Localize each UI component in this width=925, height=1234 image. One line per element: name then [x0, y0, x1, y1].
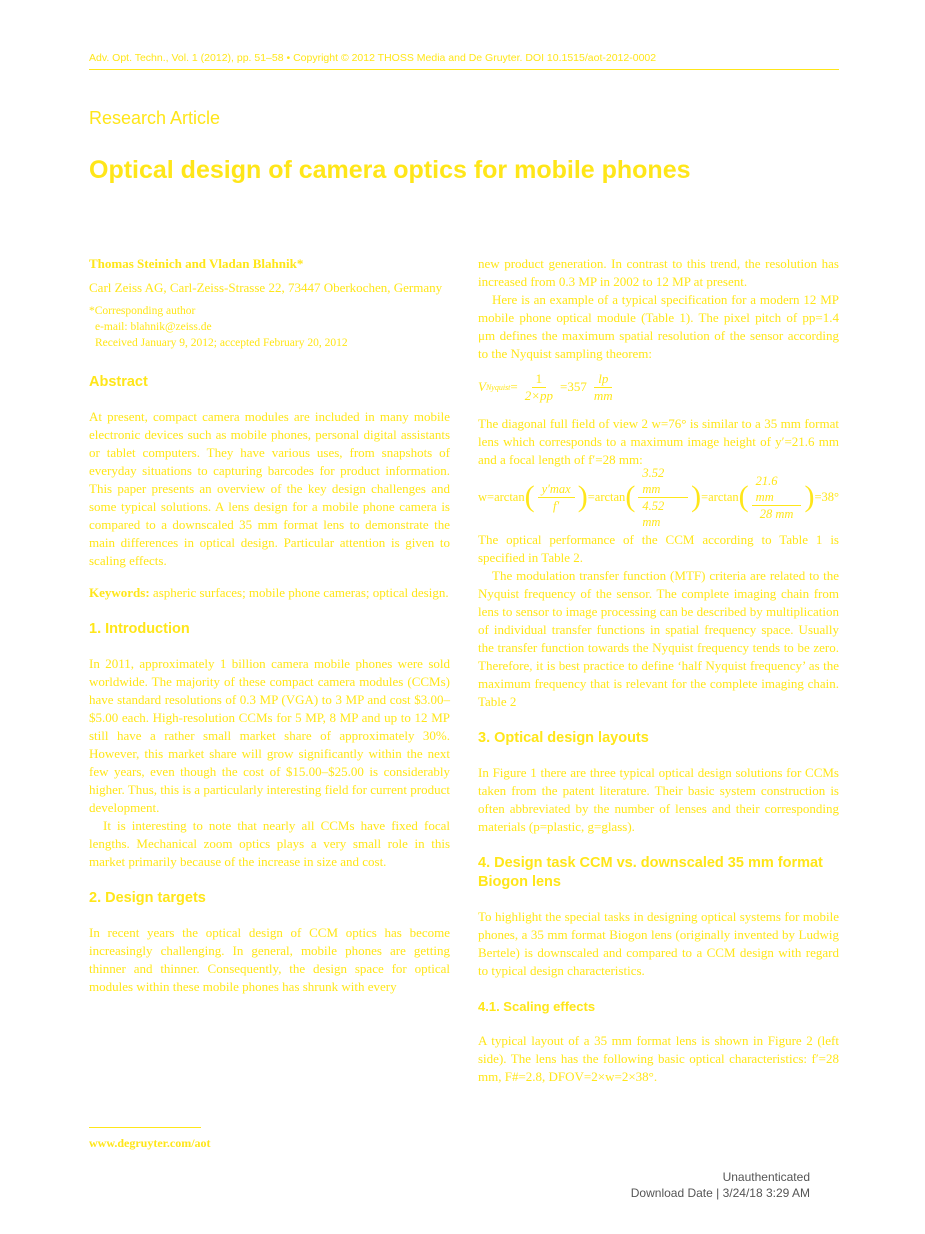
eq2-eq-a: =arctan [587, 489, 626, 504]
eq1-numerator: 1 [532, 371, 547, 388]
download-stamp [631, 1169, 810, 1201]
right-paragraph-2: Here is an example of a typical specification for a modern 12 MP mobile phone optical module (Table 1). The pixel pitch of pp=1.4 μm defines the maximum spatial resolution of the sensor according to the Nyquist sampling theorem: [478, 292, 839, 361]
intro-heading: 1. Introduction [89, 621, 190, 637]
eq1-sub: Nyquist [485, 382, 511, 392]
nyquist-equation [478, 363, 839, 411]
eq2-f2-den: 4.52 mm [642, 498, 665, 529]
eq2-f1-num: y′max [538, 481, 575, 498]
received-dates: Received January 9, 2012; accepted February 20, 2012 [95, 337, 348, 349]
right-paragraph-4: The optical performance of the CCM according to Table 1 is specified in Table 2. [478, 532, 839, 565]
eq2-paren-open-3: ( [738, 480, 749, 513]
eq2-w: w=arctan [478, 489, 525, 504]
right-paragraph-3: The diagonal full field of view 2 w=76° is similar to a 35 mm format lens which corresponds to a maximum image height of y′=21.6 mm and a focal length of f′=28 mm: [478, 416, 839, 467]
eq1-lhs: V [478, 379, 486, 394]
keywords-label: Keywords: [89, 585, 150, 600]
right-column [478, 255, 839, 1086]
layouts-heading: 3. Optical design layouts [478, 730, 649, 746]
keywords [89, 584, 450, 602]
eq2-paren-open-1: ( [524, 480, 535, 513]
eq2-fraction-2 [638, 465, 688, 530]
eq2-eq-b: =arctan [701, 489, 739, 504]
eq2-f1-den: f′ [553, 498, 560, 513]
right-paragraph-8: A typical layout of a 35 mm format lens is shown in Figure 2 (left side). The lens has the following basic optical characteristics: f′=28 mm, F#=2.8, DFOV=2×w=2×38°. [478, 1033, 839, 1084]
download-date: Download Date | 3/24/18 3:29 AM [630, 1186, 810, 1200]
eq1-value: =357 [560, 379, 587, 394]
scaling-heading: 4.1. Scaling effects [478, 999, 596, 1014]
right-paragraph-1: new product generation. In contrast to this trend, the resolution has increased from 0.3 MP in 2002 to 12 MP at present. [478, 256, 839, 289]
eq2-paren-close-3: ) [804, 480, 815, 513]
targets-paragraph: In recent years the optical design of CCM optics has become increasingly challenging. In general, mobile phones are getting thinner and thinner. Consequently, the design space for optical modules within these mobile phones has shrunk with every [89, 925, 450, 994]
intro-paragraph-2: It is interesting to note that nearly all CCMs have fixed focal lengths. Mechanical zoom optics plays a very small role in this market primarily because of the increase in size and cost. [89, 818, 450, 869]
email[interactable]: e-mail: blahnik@zeiss.de [95, 321, 212, 333]
targets-heading: 2. Design targets [89, 890, 206, 906]
design-task-heading: 4. Design task CCM vs. downscaled 35 mm format Biogon lens [478, 855, 823, 890]
right-paragraph-6: In Figure 1 there are three typical optical design solutions for CCMs taken from the patent literature. Their basic system construction is often abbreviated by the number of lenses and their corresponding materials (p=plastic, g=glass). [478, 765, 839, 834]
journal-url[interactable]: www.degruyter.com/aot [89, 1136, 211, 1150]
eq1-denominator: 2×pp [524, 387, 554, 403]
eq2-f2-num: 3.52 mm [638, 465, 688, 498]
running-header: Adv. Opt. Techn., Vol. 1 (2012), pp. 51–58 • Copyright © 2012 THOSS Media and De Gruyter. DOI 10.1515/aot-2012-0002 [89, 52, 839, 70]
field-angle-equation [478, 465, 839, 529]
affiliation: Carl Zeiss AG, Carl-Zeiss-Strasse 22, 73447 Oberkochen, Germany [89, 280, 443, 295]
corresponding-note: *Corresponding author [89, 305, 196, 317]
unauthenticated-label: Unauthenticated [722, 1170, 810, 1184]
article-type: Research Article [89, 108, 221, 128]
eq2-fraction-3 [752, 473, 802, 522]
eq1-unit-num: lp [594, 371, 612, 388]
abstract-text: At present, compact camera modules are included in many mobile electronic devices such as mobile phones, personal digital assistants or tablet computers. They have various uses, from snapshots of everyday situations to capturing barcodes for product information. This paper presents an overview of the key design challenges and some typical solutions. A lens design for a mobile phone camera is compared to a downscaled 35 mm format lens to demonstrate the main differences in optical design. Particular attention is given to scaling effects. [89, 409, 450, 568]
intro-paragraph-1: In 2011, approximately 1 billion camera mobile phones were sold worldwide. The majority of these compact camera modules (CCMs) have standard resolutions of 0.3 MP (VGA) to 3 MP and cost $3.00–$5.00 each. High-resolution CCMs for 5 MP, 8 MP and up to 12 MP still have a rather small market share of approximately 30%. However, this market share will grow significantly within the next few years, even though the cost of $15.00–$25.00 is considerably higher. Thus, this is a particularly interesting field for current product development. [89, 656, 450, 815]
right-paragraph-7: To highlight the special tasks in designing optical systems for mobile phones, a 35 mm format Biogon lens (originally invented by Ludwig Bertele) is downscaled and compared to a CCM design with regard to typical design characteristics. [478, 909, 839, 978]
page-title: Optical design of camera optics for mobile phones [89, 156, 691, 184]
eq2-f3-num: 21.6 mm [752, 473, 802, 506]
author-names: Thomas Steinich and Vladan Blahnik* [89, 256, 304, 271]
eq2-paren-close-2: ) [691, 480, 702, 513]
eq2-paren-open-2: ( [625, 480, 636, 513]
eq1-fraction [521, 371, 557, 404]
eq2-fraction-1 [538, 481, 575, 514]
left-column [89, 255, 450, 996]
eq1-equals: = [510, 379, 518, 394]
keywords-list: aspheric surfaces; mobile phone cameras; optical design. [152, 585, 449, 600]
eq2-paren-close-1: ) [577, 480, 588, 513]
right-paragraph-5: The modulation transfer function (MTF) criteria are related to the Nyquist frequency of the sensor. The complete imaging chain from lens to sensor to image processing can be described by multiplication of individual transfer functions in spatial frequency space. Usually the transfer function towards the Nyquist frequency tends to be zero. Therefore, it is best practice to define ‘half Nyquist frequency’ as the maximum frequency that is relevant for the complete imaging chain. Table 2 [478, 568, 839, 709]
abstract-heading: Abstract [89, 374, 148, 390]
footnote-divider [89, 1127, 201, 1128]
eq1-unit [590, 371, 617, 404]
eq1-unit-den: mm [593, 387, 613, 403]
eq2-result: =38° [814, 489, 839, 504]
eq2-f3-den: 28 mm [759, 506, 794, 521]
